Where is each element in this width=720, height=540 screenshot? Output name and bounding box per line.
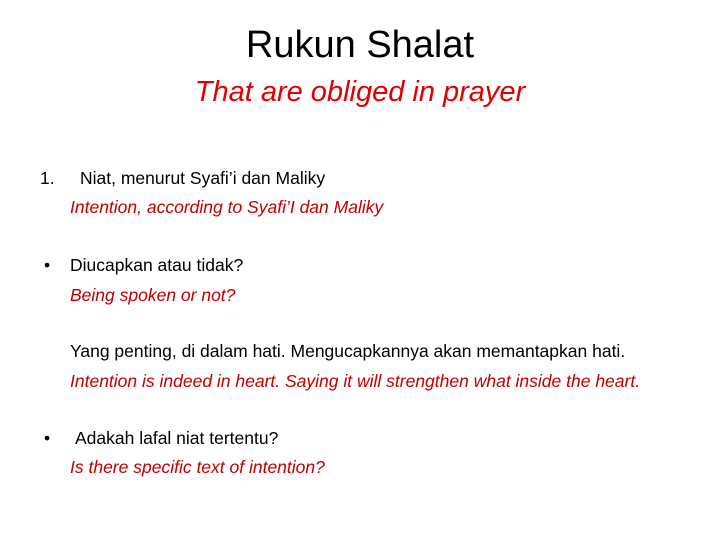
item-3-text: Adakah lafal niat tertentu?: [75, 428, 279, 448]
item-1-text: Niat, menurut Syafi’i dan Maliky: [80, 168, 326, 188]
item-2-text: Diucapkan atau tidak?: [70, 255, 244, 275]
bullet-marker: •: [44, 428, 51, 448]
bullet-marker: •: [44, 255, 51, 275]
item-2-translation: Being spoken or not?: [70, 285, 236, 305]
item-1-translation: Intention, according to Syafi’I dan Maliky: [70, 197, 384, 217]
item-2-subtext: Yang penting, di dalam hati. Mengucapkannya akan memantapkan hati.: [70, 341, 626, 361]
item-2-subtext-translation: Intention is indeed in heart. Saying it will strengthen what inside the heart.: [70, 371, 641, 391]
item-3-translation: Is there specific text of intention?: [70, 457, 325, 477]
slide-title: Rukun Shalat: [245, 24, 475, 66]
list-number-marker: 1.: [40, 168, 55, 188]
slide-subtitle: That are obliged in prayer: [194, 76, 526, 108]
